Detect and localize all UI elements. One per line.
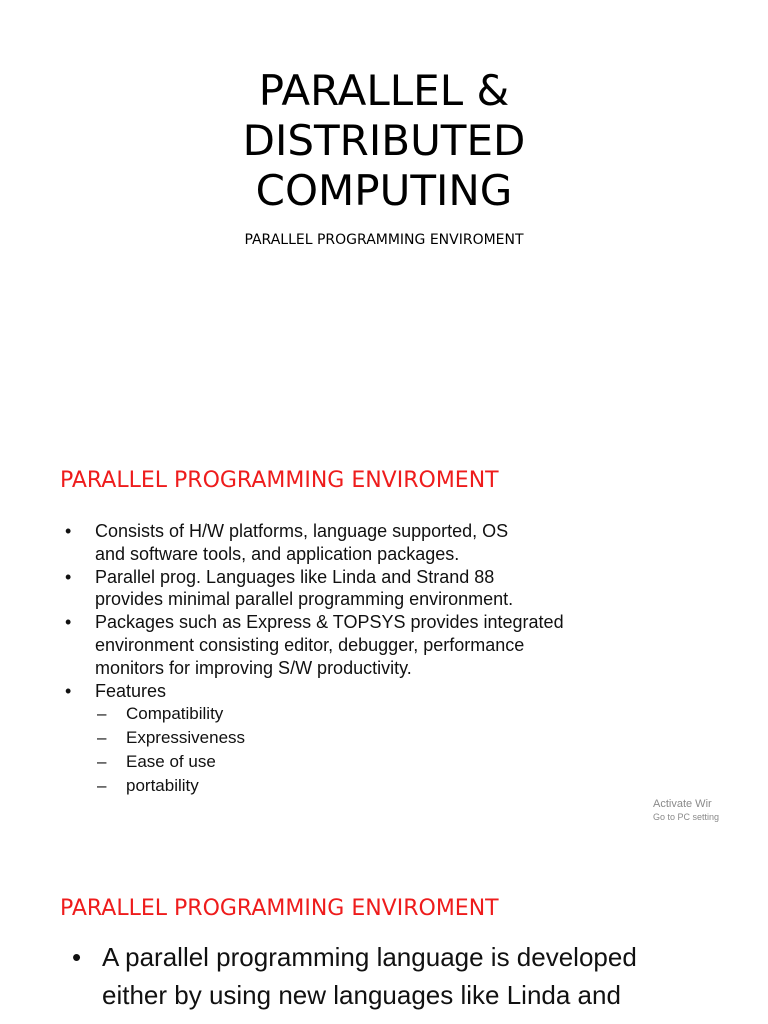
bullet-text: either by using new languages like Linda and xyxy=(102,980,621,1010)
feature-item xyxy=(62,750,742,774)
bullet-item xyxy=(62,680,742,703)
bullet-text: and software tools, and application packages. xyxy=(95,543,460,564)
bullet-text: environment consisting editor, debugger, performance xyxy=(95,634,525,655)
bullet-text: A parallel programming language is developed xyxy=(102,942,637,972)
title-line: PARALLEL & xyxy=(258,66,510,115)
activate-windows-watermark xyxy=(653,797,719,823)
presentation-title xyxy=(0,66,768,216)
dash-icon: – xyxy=(97,776,107,796)
bullet-list xyxy=(72,938,762,1014)
bullet-text: Consists of H/W platforms, language supported, OS xyxy=(95,521,509,541)
bullet-icon: • xyxy=(65,612,72,633)
bullet-item xyxy=(72,938,762,1014)
bullet-text: Packages such as Express & TOPSYS provides integrated xyxy=(95,612,564,633)
bullet-text: monitors for improving S/W productivity. xyxy=(95,657,412,678)
title-line: COMPUTING xyxy=(255,166,513,215)
presentation-subtitle: PARALLEL PROGRAMMING ENVIROMENT xyxy=(244,232,524,248)
bullet-text: Parallel prog. Languages like Linda and Strand 88 xyxy=(95,566,495,587)
feature-text: Compatibility xyxy=(126,704,224,724)
bullet-item xyxy=(62,520,742,566)
bullet-icon: • xyxy=(72,942,82,972)
feature-item xyxy=(62,702,742,726)
dash-icon: – xyxy=(97,728,107,748)
bullet-text: Features xyxy=(95,680,167,701)
slide-heading: PARALLEL PROGRAMMING ENVIROMENT xyxy=(60,468,499,493)
bullet-item xyxy=(62,566,742,612)
dash-icon: – xyxy=(97,752,107,772)
feature-text: portability xyxy=(126,776,199,796)
feature-item xyxy=(62,774,742,798)
bullet-item xyxy=(62,611,742,679)
feature-text: Ease of use xyxy=(126,752,216,772)
bullet-list xyxy=(62,520,742,798)
bullet-icon: • xyxy=(65,566,72,587)
watermark-line: Activate Wir xyxy=(653,798,712,810)
dash-icon: – xyxy=(97,704,107,724)
bullet-text: provides minimal parallel programming environment. xyxy=(95,589,514,610)
feature-text: Expressiveness xyxy=(126,728,246,748)
watermark-line: Go to PC setting xyxy=(653,812,720,822)
feature-item xyxy=(62,726,742,750)
bullet-icon: • xyxy=(65,680,72,701)
bullet-icon: • xyxy=(65,521,72,541)
slide-heading: PARALLEL PROGRAMMING ENVIROMENT xyxy=(60,896,499,921)
title-slide xyxy=(0,0,768,440)
title-line: DISTRIBUTED xyxy=(242,116,526,165)
